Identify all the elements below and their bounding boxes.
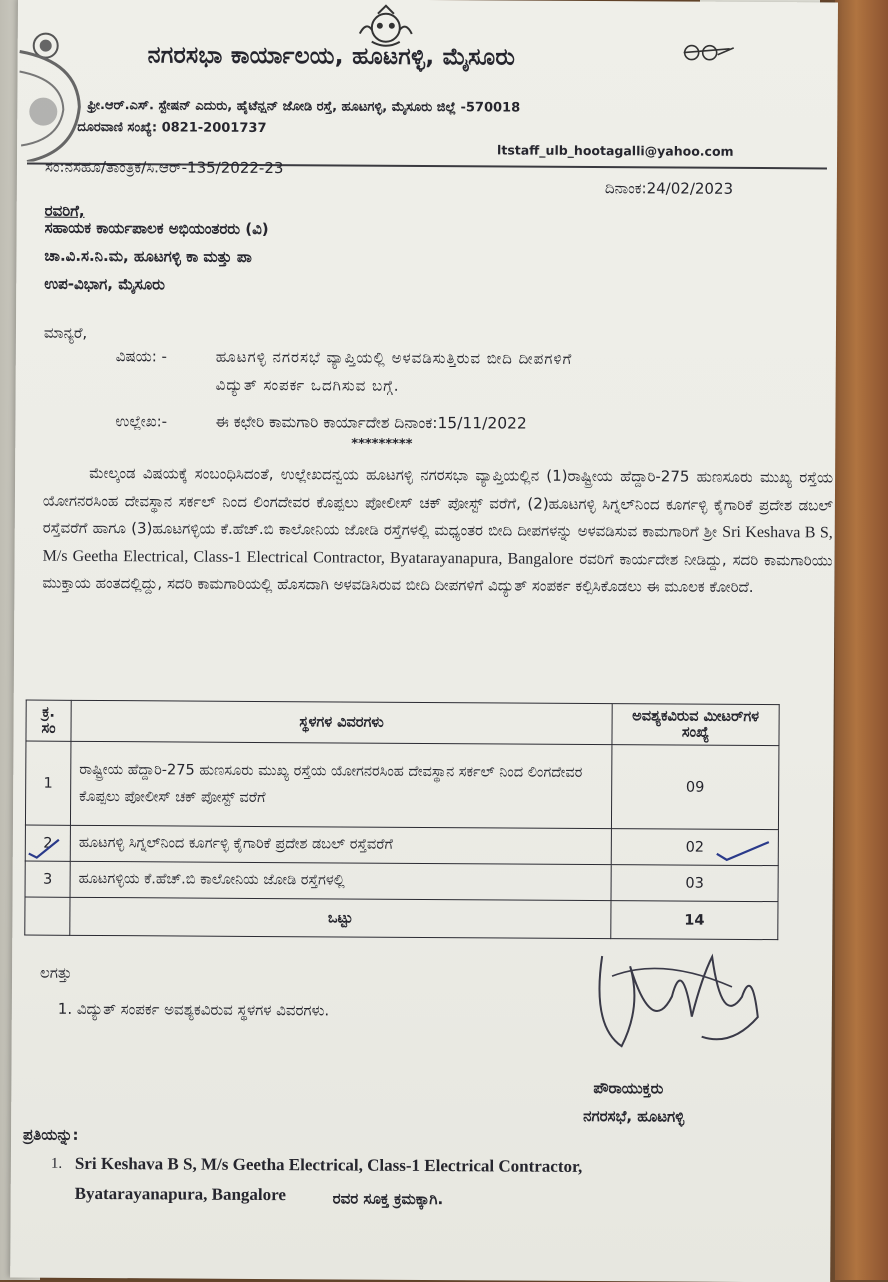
- row-place: ರಾಷ್ಟ್ರೀಯ ಹೆದ್ದಾರಿ-275 ಹುಣಸೂರು ಮುಖ್ಯ ರಸ್ತೆಯ ಯೋಗನರಸಿಂಹ ದೇವಸ್ಥಾನ ಸರ್ಕಲ್ ನಿಂದ ಲಿಂಗದೇವರ ಕೊಪ್ಪಲು ಪೋಲೀಸ್ ಚಕ್ ಪೋಸ್ಟ್ ವರೆಗೆ: [70, 741, 612, 828]
- reference-text: ಈ ಕಛೇರಿ ಕಾಮಗಾರಿ ಕಾರ್ಯಾದೇಶ ದಿನಾಂಕ:15/11/2022: [215, 412, 527, 433]
- row-number: 2: [25, 825, 70, 861]
- copy-line: Sri Keshava B S, M/s Geetha Electrical, Class-1 Electrical Contractor,: [74, 1153, 583, 1176]
- row-place: ಹೂಟಗಳ್ಳಿ ಸಿಗ್ನಲ್‌ನಿಂದ ಕೂರ್ಗಳ್ಳಿ ಕೈಗಾರಿಕೆ ಪ್ರದೇಶ ಡಬಲ್ ರಸ್ತೆವರೆಗೆ: [70, 825, 611, 864]
- total-value: 14: [611, 901, 778, 940]
- subject-label: ವಿಷಯ: -: [115, 347, 168, 366]
- row-count: 03: [611, 865, 778, 902]
- recipient-line: ಸಹಾಯಕ ಕಾರ್ಯಪಾಲಕ ಅಭಿಯಂತರರು (ವಿ): [44, 218, 269, 239]
- column-header: ಅವಶ್ಯಕವಿರುವ ಮೀಟರ್‌ಗಳ ಸಂಖ್ಯೆ: [612, 704, 779, 746]
- letter-date: ದಿನಾಂಕ:24/02/2023: [604, 179, 734, 198]
- row-number: 3: [25, 861, 70, 897]
- recipient-line: ಚಾ.ವಿ.ಸ.ನಿ.ಮ, ಹೂಟಗಳ್ಳಿ ಕಾ ಮತ್ತು ಪಾ: [44, 246, 252, 266]
- table-row: [25, 741, 778, 830]
- signatory-title: ಪೌರಾಯುಕ್ತರು: [593, 1079, 664, 1098]
- copy-number: 1.: [50, 1155, 63, 1172]
- locations-table: [24, 700, 779, 941]
- row-number: 1: [25, 741, 71, 825]
- body-text: ರವರಿಗೆ ಕಾರ್ಯದೇಶ ನೀಡಿದ್ದು, ಸದರಿ ಕಾಮಗಾರಿಯು ಮುಕ್ತಾಯ ಹಂತದಲ್ಲಿದ್ದು, ಸದರಿ ಕಾಮಗಾರಿಯಲ್ಲಿ ಹೊಸದಾಗಿ ಅಳವಡಿಸಿರುವ ಬೀದಿ ದೀಪಗಳಿಗೆ ವಿದ್ಯುತ್ ಸಂಪರ್ಕ ಕಲ್ಪಿಸಿಕೊಡಲು ಈ ಮೂಲಕ ಕೋರಿದೆ.: [42, 549, 833, 596]
- copy-line: ರವರ ಸೂಕ್ತ ಕ್ರಮಕ್ಕಾಗಿ.: [332, 1189, 444, 1209]
- state-emblem-icon: [356, 4, 416, 48]
- office-phone: ದೂರವಾಣಿ ಸಂಖ್ಯೆ: 0821-2001737: [77, 119, 267, 137]
- subject-line: ಹೂಟಗಳ್ಳಿ ನಗರಸಭೆ ವ್ಯಾಪ್ತಿಯಲ್ಲಿ ಅಳವಡಿಸುತ್ತಿರುವ ಬೀದಿ ದೀಪಗಳಿಗೆ: [215, 347, 573, 368]
- signature-icon: [581, 936, 782, 1077]
- table-total-row: [25, 897, 778, 940]
- table-row: [25, 825, 778, 866]
- office-title: ನಗರಸಭಾ ಕಾರ್ಯಾಲಯ, ಹೂಟಗಳ್ಳಿ, ಮೈಸೂರು: [147, 42, 516, 71]
- initials-mark-icon: [678, 42, 736, 64]
- copy-line: Byatarayanapura, Bangalore: [74, 1183, 287, 1205]
- body-paragraph: [42, 460, 833, 602]
- reference-number: ಸಂ:ನಸಹೂ/ತಾಂತ್ರಿಕ/ಸಿ.ಆರ್-135/2022-23: [44, 157, 284, 178]
- copy-label: ಪ್ರತಿಯನ್ನು:: [23, 1125, 79, 1144]
- recipient-to: ರವರಿಗೆ,: [44, 201, 85, 220]
- table-header-row: [26, 700, 779, 746]
- total-label: ಒಟ್ಟು: [70, 897, 611, 938]
- office-seal-icon: [17, 11, 98, 161]
- checkmark-icon: [713, 838, 773, 864]
- enclosure-item: 1. ವಿದ್ಯುತ್ ಸಂಪರ್ಕ ಅವಶ್ಯಕವಿರುವ ಸ್ಥಳಗಳ ವಿವರಗಳು.: [57, 999, 330, 1020]
- column-header: ಕ್ರ. ಸಂ: [26, 700, 71, 741]
- body-text: ಮೇಲ್ಕಂಡ ವಿಷಯಕ್ಕೆ ಸಂಬಂಧಿಸಿದಂತೆ, ಉಲ್ಲೇಖದನ್ವಯ ಹೂಟಗಳ್ಳಿ ನಗರಸಭಾ ವ್ಯಾಪ್ತಿಯಲ್ಲಿನ (1)ರಾಷ್ಟ್ರೀಯ ಹೆದ್ದಾರಿ-275 ಹುಣಸೂರು ಮುಖ್ಯ ರಸ್ತೆಯ ಯೋಗನರಸಿಂಹ ದೇವಸ್ಥಾನ ಸರ್ಕಲ್ ನಿಂದ ಲಿಂಗದೇವರ ಕೊಪ್ಪಲು ಪೋಲೀಸ್ ಚಕ್ ಪೋಸ್ಟ್ ವರೆಗೆ, (2)ಹೂಟಗಳ್ಳಿ ಸಿಗ್ನಲ್‌ನಿಂದ ಕೂರ್ಗಳ್ಳಿ ಕೈಗಾರಿಕೆ ಪ್ರದೇಶ ಡಬಲ್ ರಸ್ತೆವರೆಗೆ ಹಾಗೂ (3)ಹೂಟಗಳ್ಳಿಯ ಕೆ.ಹೆಚ್.ಬಿ ಕಾಲೋನಿಯ ಜೋಡಿ ರಸ್ತೆಗಳಲ್ಲಿ ಮಧ್ಯಂತರ ಬೀದಿ ದೀಪಗಳನ್ನು ಅಳವಡಿಸುವ ಕಾಮಗಾರಿಗೆ ಶ್ರೀ: [42, 463, 834, 541]
- salutation: ಮಾನ್ಯರೆ,: [43, 323, 88, 342]
- body-contractor: Sri Keshava B S, M/s Geetha Electrical, Class-1 Electrical Contractor, Byatarayanapura, Bangalore: [42, 523, 833, 568]
- row-place: ಹೂಟಗಳ್ಳಿಯ ಕೆ.ಹೆಚ್.ಬಿ ಕಾಲೋನಿಯ ಜೋಡಿ ರಸ್ತೆಗಳಲ್ಲಿ: [70, 861, 611, 900]
- office-address: ಫ್ರೀ.ಆರ್.ಎಸ್. ಸ್ಟೇಷನ್ ಎದುರು, ಹೈಟೆನ್ಷನ್ ಜೋಡಿ ರಸ್ತೆ, ಹೂಟಗಳ್ಳಿ, ಮೈಸೂರು ಜಿಲ್ಲೆ -570018: [87, 97, 521, 116]
- row-count: 02: [611, 829, 778, 866]
- letter-page: [10, 0, 838, 1282]
- row-count: 09: [611, 745, 779, 830]
- pen-mark-icon: [25, 836, 65, 862]
- office-email: ltstaff_ulb_hootagalli@yahoo.com: [497, 142, 734, 159]
- desk-background: [835, 0, 888, 1280]
- separator-stars: *********: [351, 436, 413, 452]
- subject-line: ವಿದ್ಯುತ್ ಸಂಪರ್ಕ ಒದಗಿಸುವ ಬಗ್ಗೆ.: [215, 375, 400, 395]
- column-header: ಸ್ಥಳಗಳ ವಿವರಗಳು: [71, 700, 612, 744]
- enclosure-label: ಲಗತ್ತು: [39, 963, 72, 982]
- recipient-line: ಉಪ-ವಿಭಾಗ, ಮೈಸೂರು: [44, 274, 165, 294]
- signatory-office: ನಗರಸಭೆ, ಹೂಟಗಳ್ಳಿ: [583, 1106, 685, 1126]
- reference-label: ಉಲ್ಲೇಖ:-: [115, 412, 168, 431]
- table-row: [25, 861, 778, 902]
